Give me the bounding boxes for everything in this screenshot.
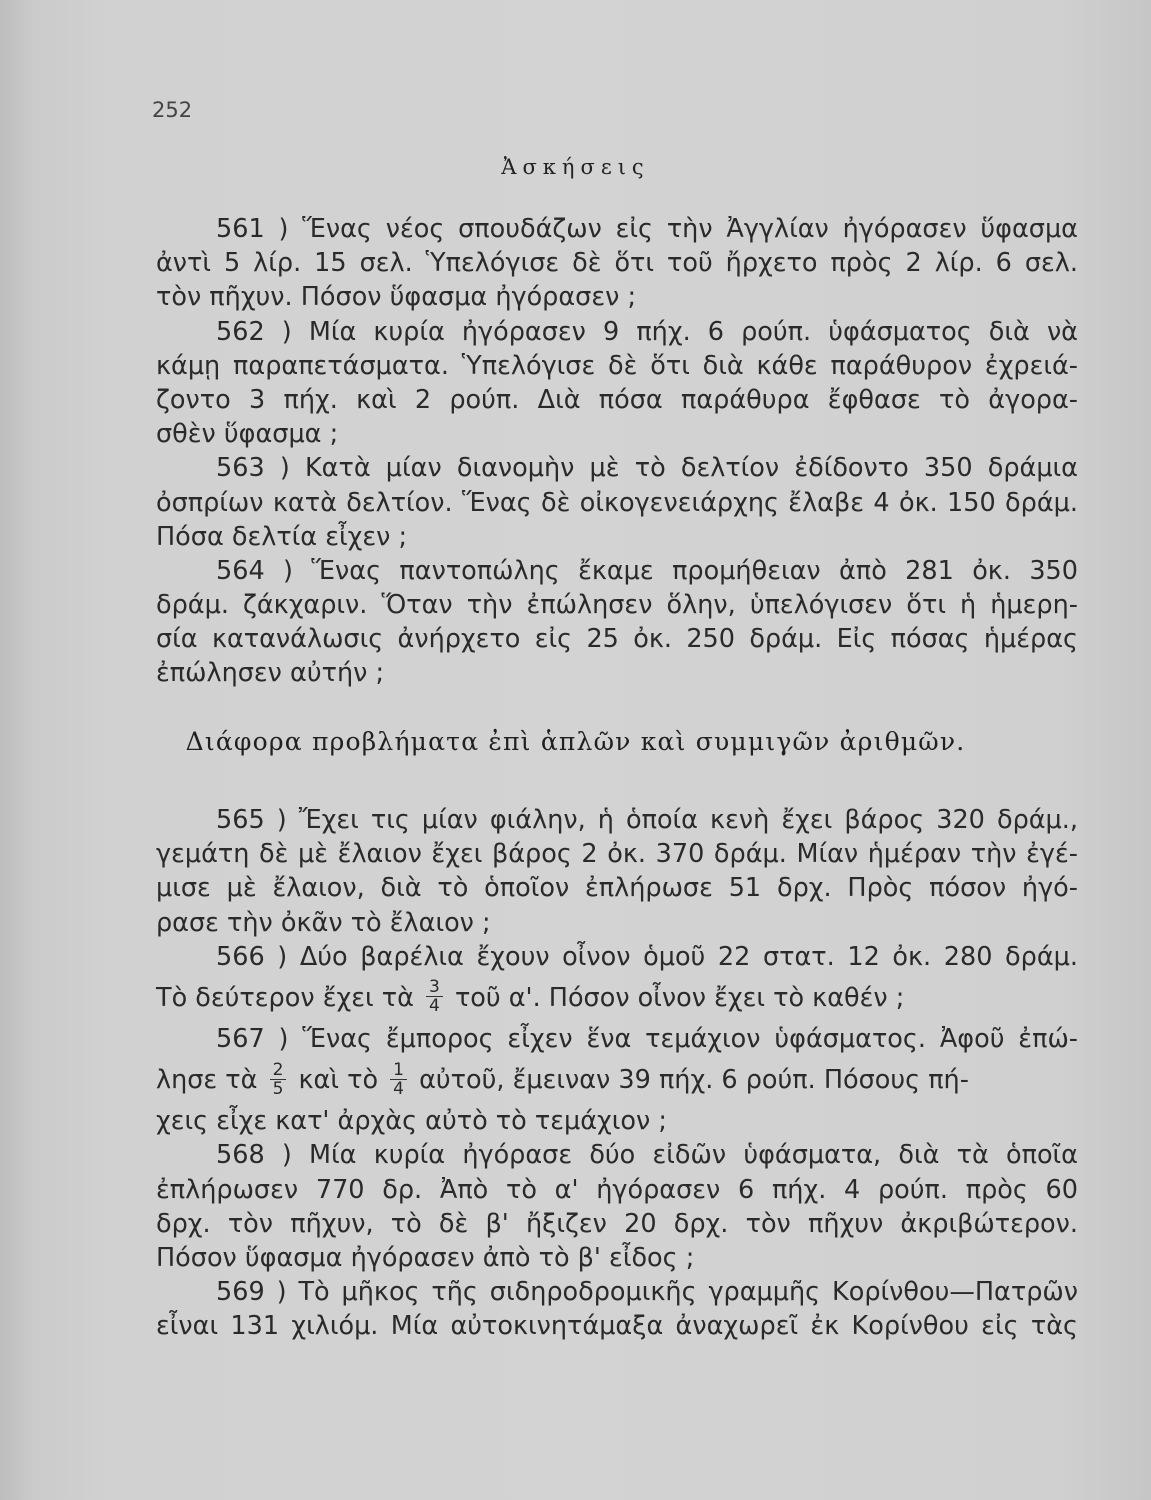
problem-567-line-2-end: αὐτοῦ, ἔμειναν 39 πήχ. 6 ρούπ. Πόσους πή- xyxy=(419,1065,969,1096)
problem-569-line-1: 569 ) Τὸ μῆκος τῆς σιδηροδρομικῆς γραμμῆς Κορίνθου—Πατρῶν xyxy=(216,1277,1078,1308)
problem-564-line-4: ἐπώλησεν αὐτήν ; xyxy=(156,658,385,689)
fraction-denominator: 5 xyxy=(272,1078,284,1099)
problem-561-line-2: ἀντὶ 5 λίρ. 15 σελ. Ὑπελόγισε δὲ ὅτι τοῦ ἤρχετο πρὸς 2 λίρ. 6 σελ. xyxy=(156,248,1078,279)
fraction-denominator: 4 xyxy=(429,996,440,1017)
problem-562-line-4: σθὲν ὕφασμα ; xyxy=(156,419,339,450)
problem-561-line-3: τὸν πῆχυν. Πόσον ὕφασμα ἠγόρασεν ; xyxy=(156,282,637,313)
problem-563-line-1: 563 ) Κατὰ μίαν διανομὴν μὲ τὸ δελτίον ἐδίδοντο 350 δράμια xyxy=(216,453,1078,484)
problem-566-line-1: 566 ) Δύο βαρέλια ἔχουν οἶνον ὁμοῦ 22 στατ. 12 ὀκ. 280 δράμ. xyxy=(216,941,1078,972)
problem-569-line-2: εἶναι 131 χιλιόμ. Μία αὐτοκινητάμαξα ἀναχωρεῖ ἐκ Κορίνθου εἰς τὰς xyxy=(156,1311,1078,1342)
problem-565-line-2: γεμάτη δὲ μὲ ἔλαιον ἔχει βάρος 2 ὀκ. 370 δράμ. Μίαν ἡμέραν τὴν ἐγέ- xyxy=(156,839,1078,870)
problem-563-line-3: Πόσα δελτία εἶχεν ; xyxy=(156,521,408,552)
problem-567-line-2-mid: καὶ τὸ xyxy=(298,1065,379,1096)
fraction-numerator: 3 xyxy=(426,978,443,997)
problem-567-line-3: χεις εἶχε κατ' ἀρχὰς αὐτὸ τὸ τεμάχιον ; xyxy=(156,1106,667,1137)
section-heading: Διάφορα προβλήματα ἐπὶ ἁπλῶν καὶ συμμιγῶν ἀριθμῶν. xyxy=(185,727,966,756)
problem-566-line-2-start: Τὸ δεύτερον ἔχει τὰ xyxy=(156,982,414,1013)
fraction-two-fifths xyxy=(270,1061,287,1098)
problems-block-bottom xyxy=(156,803,1078,1343)
fraction-denominator: 4 xyxy=(393,1078,404,1099)
running-title: Ἀσκήσεις xyxy=(501,155,650,179)
fraction-one-quarter xyxy=(390,1061,407,1098)
problem-565-line-3: μισε μὲ ἔλαιον, διὰ τὸ ὁποῖον ἐπλήρωσε 51 δρχ. Πρὸς πόσον ἠγό- xyxy=(156,873,1078,904)
problem-564-line-3: σία κατανάλωσις ἀνήρχετο εἰς 25 ὀκ. 250 δράμ. Εἰς πόσας ἡμέρας xyxy=(156,624,1078,655)
problem-567-line-1: 567 ) Ἕνας ἔμπορος εἶχεν ἕνα τεμάχιον ὑφάσματος. Ἀφοῦ ἐπώ- xyxy=(216,1023,1078,1054)
problem-565-line-1: 565 ) Ἔχει τις μίαν φιάλην, ἡ ὁποία κενὴ ἔχει βάρος 320 δράμ., xyxy=(216,805,1078,835)
problem-567-line-2 xyxy=(156,1056,1078,1104)
problems-block-top xyxy=(156,212,1078,691)
problem-568-line-4: Πόσον ὕφασμα ἠγόρασεν ἀπὸ τὸ β' εἶδος ; xyxy=(156,1242,695,1273)
problem-564-line-2: δράμ. ζάκχαριν. Ὅταν τὴν ἐπώλησεν ὅλην, ὑπελόγισεν ὅτι ἡ ἡμερη- xyxy=(156,590,1078,621)
problem-565-line-4: ρασε τὴν ὀκᾶν τὸ ἔλαιον ; xyxy=(156,907,491,938)
problem-566-line-2-end: τοῦ α'. Πόσον οἶνον ἔχει τὸ καθέν ; xyxy=(454,982,905,1013)
problem-567-line-2-start: λησε τὰ xyxy=(156,1065,258,1096)
fraction-three-quarters xyxy=(426,978,443,1015)
problem-568-line-1: 568 ) Μία κυρία ἠγόρασε δύο εἰδῶν ὑφάσματα, διὰ τὰ ὁποῖα xyxy=(216,1140,1078,1171)
problem-562-line-1: 562 ) Μία κυρία ἠγόρασεν 9 πήχ. 6 ρούπ. ὑφάσματος διὰ νὰ xyxy=(216,316,1078,347)
problem-562-line-3: ζοντο 3 πήχ. καὶ 2 ρούπ. Διὰ πόσα παράθυρα ἔφθασε τὸ ἀγορα- xyxy=(156,384,1078,415)
problem-563-line-2: ὀσπρίων κατὰ δελτίον. Ἕνας δὲ οἰκογενειάρχης ἔλαβε 4 ὀκ. 150 δράμ. xyxy=(156,487,1078,518)
problem-561-line-1: 561 ) Ἕνας νέος σπουδάζων εἰς τὴν Ἀγγλίαν ἠγόρασεν ὕφασμα xyxy=(216,214,1078,244)
problem-568-line-3: δρχ. τὸν πῆχυν, τὸ δὲ β' ἤξιζεν 20 δρχ. τὸν πῆχυν ἀκριβώτερον. xyxy=(156,1208,1078,1239)
fraction-numerator: 2 xyxy=(270,1061,287,1080)
problem-566-line-2 xyxy=(156,974,1078,1022)
problem-564-line-1: 564 ) Ἕνας παντοπώλης ἔκαμε προμήθειαν ἀπὸ 281 ὀκ. 350 xyxy=(216,555,1078,586)
problem-562-line-2: κάμῃ παραπετάσματα. Ὑπελόγισε δὲ ὅτι διὰ κάθε παράθυρον ἐχρειά- xyxy=(156,350,1078,381)
page-number: 252 xyxy=(152,98,193,122)
fraction-numerator: 1 xyxy=(390,1061,407,1080)
problem-568-line-2: ἐπλήρωσεν 770 δρ. Ἀπὸ τὸ α' ἠγόρασεν 6 πήχ. 4 ρούπ. πρὸς 60 xyxy=(156,1174,1078,1205)
